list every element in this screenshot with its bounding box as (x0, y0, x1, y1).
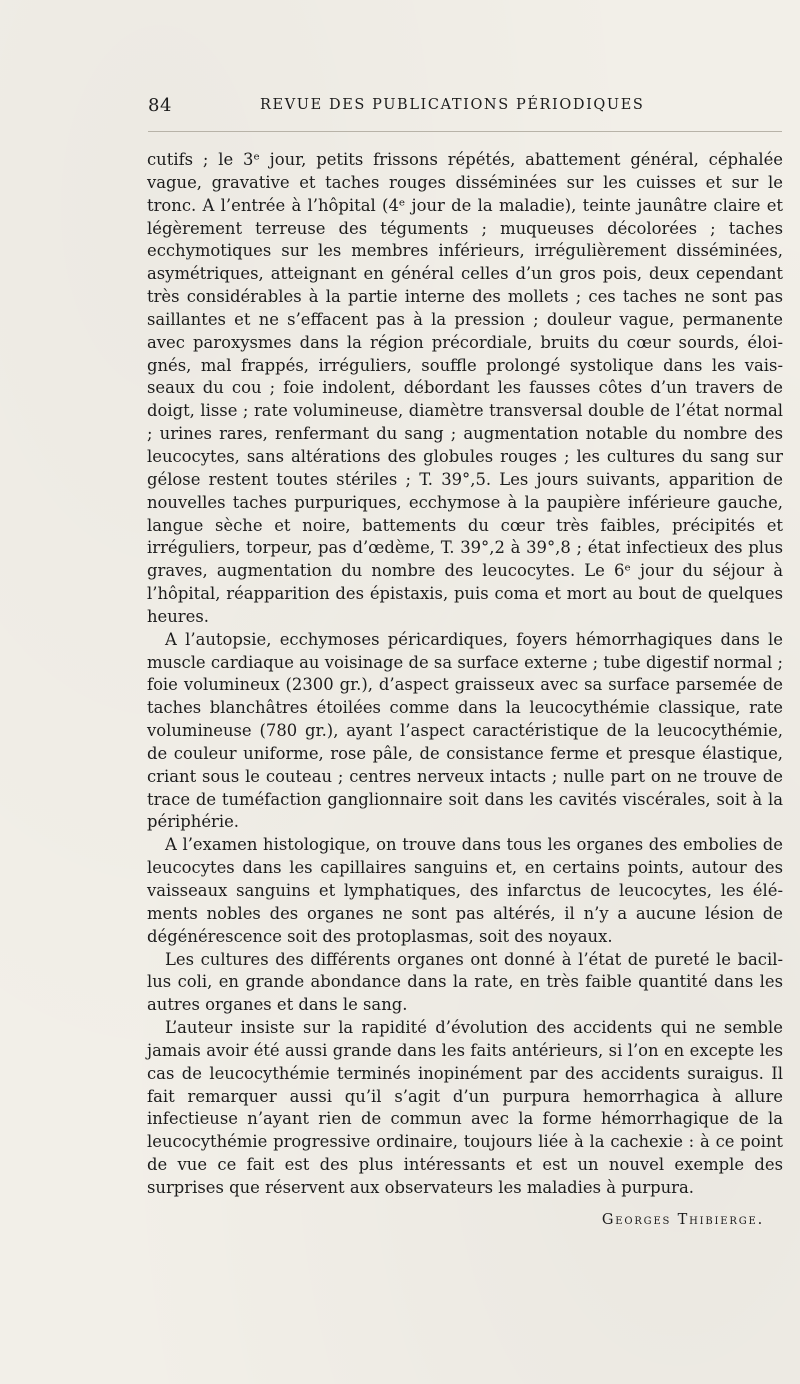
paragraph-cultures: Les cultures des différents organes ont donné à l’état de pureté le bacillus coli, en grande abondance dans la rate, en très faible quantité dans les autres organes et dans le sang. (147, 949, 783, 1015)
paragraph-author-conclusion: L’auteur insiste sur la rapidité d’évolution des accidents qui ne semble jamais avoir été aussi grande dans les faits antérieurs, si l’on en excepte les cas de leucocythémie terminés inopinément par des accidents suraigus. Il fait remarquer aussi qu’il s’agit d’un purpura hemorrhagica à allure infectieuse n’ayant rien de commun avec la forme hémorrhagique de la leucocythémie progressive ordinaire, toujours liée à la cachexie : à ce point de vue ce fait est des plus intéressants et est un nouvel exemple des surprises que réservent aux observateurs les maladies à purpura. (147, 1018, 783, 1197)
article-body (147, 149, 783, 1200)
paragraph-histology: A l’examen histologique, on trouve dans tous les organes des embolies de leucocytes dans les capillaires sanguins et, en certains points, autour des vaisseaux sanguins et lymphatiques, des infarctus de leucocytes, les éléments nobles des organes ne sont pas altérés, il n’y a aucune lésion de dégénérescence soit des protoplasmas, soit des noyaux. (147, 835, 783, 946)
author-signature: Georges Thibierge. (601, 1212, 764, 1228)
paragraph-autopsy: A l’autopsie, ecchymoses péricardiques, foyers hémorrhagiques dans le muscle cardiaque au voisinage de sa surface externe ; tube digestif normal ; foie volumineux (2300 gr.), d’aspect graisseux avec sa surface parsemée de taches blanchâtres étoilées comme dans la leucocythémie classique, rate volumineuse (780 gr.), ayant l’aspect caractéristique de la leucocythémie, de couleur uniforme, rose pâle, de consistance ferme et presque élastique, criant sous le couteau ; centres nerveux intacts ; nulle part on ne trouve de trace de tuméfaction ganglionnaire soit dans les cavités viscérales, soit à la périphérie. (147, 629, 783, 832)
header-rule (148, 131, 782, 132)
paragraph-case-history: cutifs ; le 3ᵉ jour, petits frissons répétés, abattement général, céphalée vague, gravative et taches rouges disséminées sur les cuisses et sur le tronc. A l’entrée à l’hôpital (4ᵉ jour de la maladie), teinte jaunâtre claire et légèrement terreuse des téguments ; muqueuses décolorées ; taches ecchymotiques sur les membres inférieurs, irrégulièrement disséminées, asymétriques, atteignant en général celles d’un gros pois, deux cependant très considérables à la partie interne des mollets ; ces taches ne sont pas saillantes et ne s’effacent pas à la pression ; douleur vague, permanente avec paroxysmes dans la région précordiale, bruits du cœur sourds, éloignés, mal frappés, irréguliers, souffle prolongé systolique dans les vaisseaux du cou ; foie indolent, débordant les fausses côtes d’un travers de doigt, lisse ; rate volumineuse, diamètre transversal double de l’état normal ; urines rares, renfermant du sang ; augmentation notable du nombre des leucocytes, sans altérations des globules rouges ; les cultures du sang sur gélose restent toutes stériles ; T. 39°,5. Les jours suivants, apparition de nouvelles taches purpuriques, ecchymose à la paupière inférieure gauche, langue sèche et noire, battements du cœur très faibles, précipités et irréguliers, torpeur, pas d’œdème, T. 39°,2 à 39°,8 ; état infectieux des plus graves, augmentation du nombre des leucocytes. Le 6ᵉ jour du séjour à l’hôpital, réapparition des épistaxis, puis coma et mort au bout de quelques heures. (147, 150, 783, 626)
page-header (148, 95, 782, 125)
running-title: REVUE DES PUBLICATIONS PÉRIODIQUES (260, 97, 645, 113)
page-number: 84 (148, 95, 172, 116)
